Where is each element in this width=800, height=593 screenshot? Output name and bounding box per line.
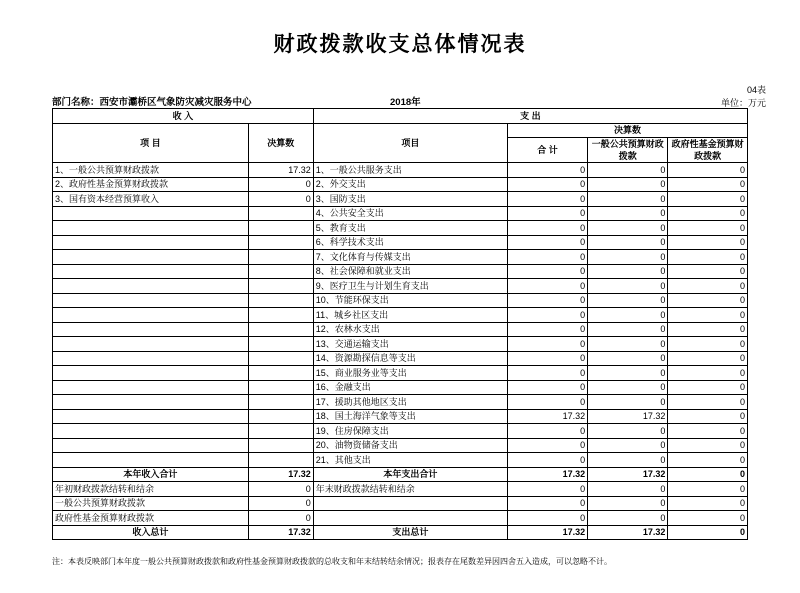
expense-item-fund: 0	[668, 221, 748, 236]
expense-item-general: 0	[588, 206, 668, 221]
expense-item-general: 0	[588, 163, 668, 178]
income-item-amount	[248, 351, 313, 366]
expense-item-total: 0	[507, 395, 587, 410]
carryover-begin-value: 0	[248, 482, 313, 497]
expense-item-total: 0	[507, 293, 587, 308]
expense-total-fund: 0	[668, 525, 748, 540]
form-meta	[721, 84, 766, 110]
expense-item-name: 20、油物资储备支出	[313, 438, 507, 453]
carryover-end-fund: 0	[668, 482, 748, 497]
expense-subtotal-general: 17.32	[588, 467, 668, 482]
expense-item-total: 0	[507, 322, 587, 337]
table-note: 注：本表反映部门本年度一般公共预算财政拨款和政府性基金预算财政拨款的总收支和年末结转结余情况；报表存在尾数差异因四舍五入造成，可以忽略不计。	[52, 557, 612, 566]
expense-item-name: 17、援助其他地区支出	[313, 395, 507, 410]
carryover-begin-general-label: 一般公共预算财政拨款	[53, 496, 249, 511]
expense-item-general: 0	[588, 366, 668, 381]
expense-item-fund: 0	[668, 163, 748, 178]
income-item-name	[53, 380, 249, 395]
expense-item-total: 0	[507, 192, 587, 207]
carryover-begin-fund-label: 政府性基金预算财政拨款	[53, 511, 249, 526]
income-item-amount	[248, 366, 313, 381]
expense-item-name: 18、国土海洋气象等支出	[313, 409, 507, 424]
expense-item-fund: 0	[668, 409, 748, 424]
expense-item-name: 19、住房保障支出	[313, 424, 507, 439]
expense-item-total: 0	[507, 366, 587, 381]
table-row	[53, 293, 748, 308]
expense-subtotal-fund: 0	[668, 467, 748, 482]
expense-item-fund: 0	[668, 337, 748, 352]
income-item-amount	[248, 235, 313, 250]
expense-item-fund: 0	[668, 293, 748, 308]
table-row	[53, 235, 748, 250]
expense-item-general: 0	[588, 453, 668, 468]
table-header-row	[53, 123, 748, 138]
income-subtotal-label: 本年收入合计	[53, 467, 249, 482]
expense-item-name: 12、农林水支出	[313, 322, 507, 337]
expense-item-general: 0	[588, 279, 668, 294]
expense-item-general: 0	[588, 250, 668, 265]
table-row	[53, 453, 748, 468]
carryover-begin-fund-row	[53, 511, 748, 526]
expense-item-total: 0	[507, 308, 587, 323]
income-item-name	[53, 438, 249, 453]
expense-item-fund: 0	[668, 322, 748, 337]
income-item-name	[53, 206, 249, 221]
income-item-name: 2、政府性基金预算财政拨款	[53, 177, 249, 192]
expense-item-fund: 0	[668, 380, 748, 395]
carryover-end-total: 0	[507, 482, 587, 497]
income-total-label: 收入总计	[53, 525, 249, 540]
income-item-name	[53, 293, 249, 308]
income-item-amount	[248, 438, 313, 453]
header-expense-general: 一般公共预算财政拨款	[588, 138, 668, 163]
expense-item-name: 21、其他支出	[313, 453, 507, 468]
income-item-amount	[248, 221, 313, 236]
department-name: 部门名称：西安市灞桥区气象防灾减灾服务中心	[52, 97, 252, 108]
income-item-amount: 17.32	[248, 163, 313, 178]
expense-item-fund: 0	[668, 264, 748, 279]
carryover-begin-label: 年初财政拨款结转和结余	[53, 482, 249, 497]
page-title: 财政拨款收支总体情况表	[273, 31, 527, 56]
fiscal-table	[52, 108, 748, 540]
expense-item-fund: 0	[668, 308, 748, 323]
table-row	[53, 395, 748, 410]
expense-item-total: 0	[507, 337, 587, 352]
expense-item-fund: 0	[668, 235, 748, 250]
expense-item-name: 11、城乡社区支出	[313, 308, 507, 323]
expense-blank-total: 0	[507, 511, 587, 526]
expense-item-total: 0	[507, 453, 587, 468]
income-item-amount	[248, 395, 313, 410]
expense-item-name: 10、节能环保支出	[313, 293, 507, 308]
expense-item-fund: 0	[668, 206, 748, 221]
grand-total-row	[53, 525, 748, 540]
expense-item-total: 0	[507, 279, 587, 294]
expense-item-total: 0	[507, 264, 587, 279]
income-item-amount	[248, 424, 313, 439]
expense-blank-fund: 0	[668, 496, 748, 511]
expense-item-total: 0	[507, 380, 587, 395]
expense-item-general: 0	[588, 308, 668, 323]
expense-item-total: 0	[507, 250, 587, 265]
income-item-amount: 0	[248, 177, 313, 192]
income-item-amount	[248, 264, 313, 279]
expense-item-name: 8、社会保障和就业支出	[313, 264, 507, 279]
income-item-name	[53, 395, 249, 410]
expense-item-general: 0	[588, 380, 668, 395]
expense-item-name: 3、国防支出	[313, 192, 507, 207]
expense-item-fund: 0	[668, 395, 748, 410]
income-item-name	[53, 424, 249, 439]
income-item-name	[53, 409, 249, 424]
table-row	[53, 308, 748, 323]
expense-item-general: 17.32	[588, 409, 668, 424]
expense-item-fund: 0	[668, 424, 748, 439]
expense-total-general: 17.32	[588, 525, 668, 540]
expense-item-general: 0	[588, 395, 668, 410]
expense-item-name: 14、资源勘探信息等支出	[313, 351, 507, 366]
table-row	[53, 264, 748, 279]
expense-subtotal-label: 本年支出合计	[313, 467, 507, 482]
expense-item-total: 0	[507, 424, 587, 439]
expense-blank-fund: 0	[668, 511, 748, 526]
expense-item-general: 0	[588, 192, 668, 207]
income-item-amount	[248, 279, 313, 294]
income-item-name	[53, 308, 249, 323]
income-subtotal-value: 17.32	[248, 467, 313, 482]
expense-item-name: 16、金融支出	[313, 380, 507, 395]
expense-item-name: 13、交通运输支出	[313, 337, 507, 352]
carryover-end-label: 年末财政拨款结转和结余	[313, 482, 507, 497]
header-income-item: 项 目	[53, 123, 249, 163]
table-row	[53, 366, 748, 381]
income-item-amount	[248, 250, 313, 265]
header-expense-total: 合 计	[507, 138, 587, 163]
header-expense-group: 支 出	[313, 109, 747, 124]
income-item-amount	[248, 380, 313, 395]
header-expense-fund: 政府性基金预算财政拨款	[668, 138, 748, 163]
expense-item-general: 0	[588, 264, 668, 279]
expense-item-total: 17.32	[507, 409, 587, 424]
carryover-end-general: 0	[588, 482, 668, 497]
expense-blank-total: 0	[507, 496, 587, 511]
subtotal-row	[53, 467, 748, 482]
table-row	[53, 192, 748, 207]
income-item-name	[53, 279, 249, 294]
expense-blank-general: 0	[588, 511, 668, 526]
expense-item-name: 6、科学技术支出	[313, 235, 507, 250]
expense-item-general: 0	[588, 351, 668, 366]
table-row	[53, 206, 748, 221]
carryover-begin-fund-value: 0	[248, 511, 313, 526]
income-item-name	[53, 250, 249, 265]
expense-item-general: 0	[588, 322, 668, 337]
expense-item-general: 0	[588, 438, 668, 453]
fiscal-year: 2018年	[390, 97, 421, 108]
expense-item-fund: 0	[668, 438, 748, 453]
table-row	[53, 163, 748, 178]
table-row	[53, 337, 748, 352]
expense-blank-name	[313, 496, 507, 511]
expense-item-name: 2、外交支出	[313, 177, 507, 192]
expense-item-name: 4、公共安全支出	[313, 206, 507, 221]
income-item-name	[53, 221, 249, 236]
expense-item-name: 7、文化体育与传媒支出	[313, 250, 507, 265]
expense-item-total: 0	[507, 163, 587, 178]
table-row	[53, 424, 748, 439]
table-body	[53, 109, 748, 540]
expense-item-total: 0	[507, 221, 587, 236]
income-item-name	[53, 366, 249, 381]
table-row	[53, 351, 748, 366]
table-row	[53, 279, 748, 294]
expense-item-fund: 0	[668, 453, 748, 468]
expense-item-name: 15、商业服务业等支出	[313, 366, 507, 381]
table-header-row	[53, 109, 748, 124]
income-item-amount: 0	[248, 192, 313, 207]
expense-total-label: 支出总计	[313, 525, 507, 540]
form-unit: 单位：万元	[720, 98, 766, 108]
income-item-name: 3、国有资本经营预算收入	[53, 192, 249, 207]
table-row	[53, 221, 748, 236]
expense-item-general: 0	[588, 293, 668, 308]
table-row	[53, 380, 748, 395]
income-item-name: 1、一般公共预算财政拨款	[53, 163, 249, 178]
expense-subtotal-total: 17.32	[507, 467, 587, 482]
expense-item-fund: 0	[668, 192, 748, 207]
expense-item-total: 0	[507, 351, 587, 366]
table-row	[53, 177, 748, 192]
table-row	[53, 250, 748, 265]
expense-item-fund: 0	[668, 177, 748, 192]
header-income-amount: 决算数	[248, 123, 313, 163]
income-item-name	[53, 351, 249, 366]
income-item-name	[53, 337, 249, 352]
expense-blank-general: 0	[588, 496, 668, 511]
income-item-amount	[248, 409, 313, 424]
income-item-amount	[248, 322, 313, 337]
expense-item-total: 0	[507, 177, 587, 192]
header-expense-item: 项目	[313, 123, 507, 163]
header-income-group: 收 入	[53, 109, 314, 124]
form-number: 04表	[746, 85, 766, 95]
expense-item-fund: 0	[668, 351, 748, 366]
income-total-value: 17.32	[248, 525, 313, 540]
expense-item-total: 0	[507, 235, 587, 250]
expense-item-name: 1、一般公共服务支出	[313, 163, 507, 178]
expense-item-general: 0	[588, 221, 668, 236]
income-item-amount	[248, 453, 313, 468]
expense-item-fund: 0	[668, 279, 748, 294]
income-item-name	[53, 264, 249, 279]
expense-item-general: 0	[588, 424, 668, 439]
income-item-amount	[248, 337, 313, 352]
expense-total-total: 17.32	[507, 525, 587, 540]
expense-item-name: 9、医疗卫生与计划生育支出	[313, 279, 507, 294]
expense-item-total: 0	[507, 438, 587, 453]
expense-item-fund: 0	[668, 366, 748, 381]
expense-item-general: 0	[588, 235, 668, 250]
table-row	[53, 409, 748, 424]
income-item-name	[53, 322, 249, 337]
income-item-amount	[248, 308, 313, 323]
expense-blank-name	[313, 511, 507, 526]
carryover-begin-general-value: 0	[248, 496, 313, 511]
expense-item-general: 0	[588, 177, 668, 192]
expense-item-name: 5、教育支出	[313, 221, 507, 236]
expense-item-general: 0	[588, 337, 668, 352]
header-expense-amount-group: 决算数	[507, 123, 747, 138]
table-row	[53, 438, 748, 453]
income-item-name	[53, 453, 249, 468]
expense-item-fund: 0	[668, 250, 748, 265]
income-item-name	[53, 235, 249, 250]
income-item-amount	[248, 206, 313, 221]
page-root	[0, 28, 800, 593]
expense-item-total: 0	[507, 206, 587, 221]
table-row	[53, 322, 748, 337]
income-item-amount	[248, 293, 313, 308]
carryover-begin-general-row	[53, 496, 748, 511]
carryover-begin-row	[53, 482, 748, 497]
